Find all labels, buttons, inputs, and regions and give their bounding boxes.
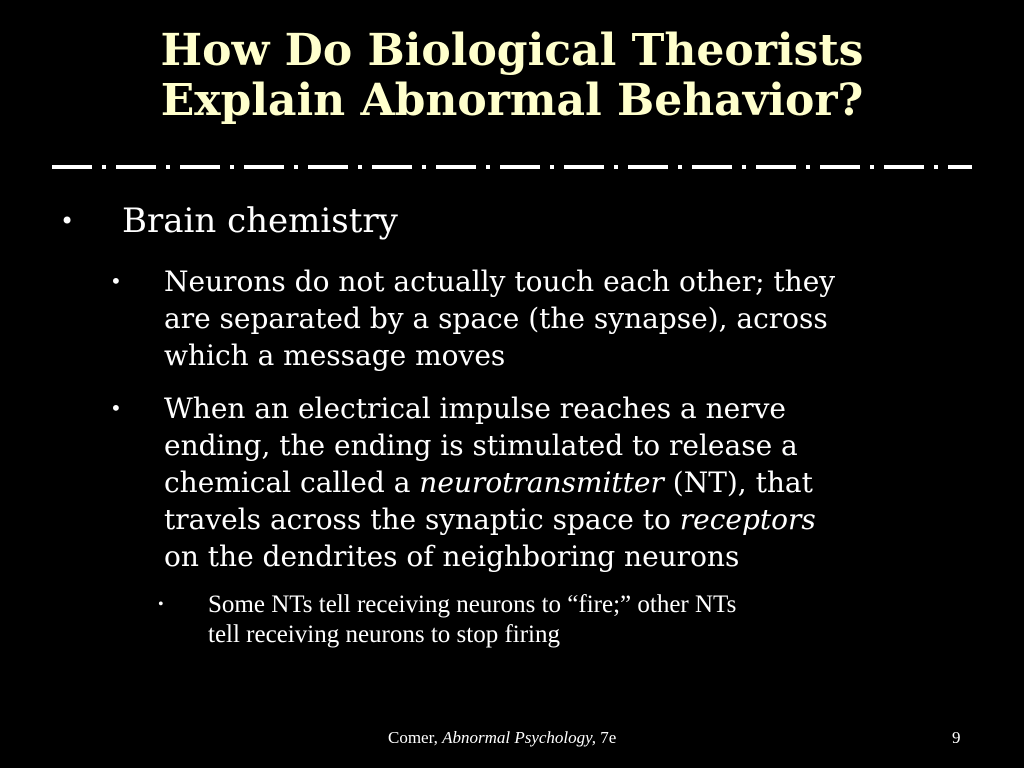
- subbullet-text: [164, 263, 964, 374]
- text-line: Some NTs tell receiving neurons to “fire;” other NTs: [208, 591, 737, 618]
- divider-dash: [628, 165, 668, 169]
- divider-dot: [422, 165, 426, 169]
- text-line: are separated by a space (the synapse), across: [164, 302, 828, 335]
- footer-book-title: Abnormal Psychology,: [442, 728, 597, 747]
- divider-dash: [372, 165, 412, 169]
- text-run: travels across the synaptic space to: [164, 503, 680, 536]
- text-run: chemical called a: [164, 466, 420, 499]
- divider-dash: [564, 165, 604, 169]
- divider-dot: [742, 165, 746, 169]
- footer-edition: 7e: [596, 728, 617, 747]
- bullet-dot-icon: •: [110, 269, 122, 293]
- text-line: When an electrical impulse reaches a nerve: [164, 392, 786, 425]
- divider-dash: [692, 165, 732, 169]
- divider-dash: [308, 165, 348, 169]
- divider-dot: [806, 165, 810, 169]
- divider-dash: [180, 165, 220, 169]
- divider-dot: [934, 165, 938, 169]
- title-divider: [52, 164, 972, 170]
- subbullet-text: [164, 390, 964, 575]
- divider-dash: [52, 165, 92, 169]
- bullet-dot-icon: •: [158, 596, 164, 613]
- divider-dash: [884, 165, 924, 169]
- subsubbullet-text: [208, 590, 928, 650]
- divider-dash: [436, 165, 476, 169]
- footer-author: Comer,: [388, 728, 443, 747]
- text-line: tell receiving neurons to stop firing: [208, 621, 561, 648]
- text-line: Neurons do not actually touch each other; they: [164, 265, 836, 298]
- divider-dash: [500, 165, 540, 169]
- divider-dot: [358, 165, 362, 169]
- text-line: ending, the ending is stimulated to release a: [164, 429, 798, 462]
- divider-dot: [102, 165, 106, 169]
- divider-dash: [116, 165, 156, 169]
- divider-dot: [678, 165, 682, 169]
- slide-title: [0, 26, 1024, 126]
- footer-citation: [388, 728, 616, 748]
- text-line: on the dendrites of neighboring neurons: [164, 540, 740, 573]
- divider-dash: [820, 165, 860, 169]
- text-line: [164, 464, 964, 501]
- text-run: (NT), that: [663, 466, 813, 499]
- divider-dash: [948, 165, 972, 169]
- slide-title-line-1: How Do Biological Theorists: [160, 25, 864, 76]
- term-receptors: receptors: [679, 503, 816, 536]
- page-number: 9: [952, 728, 961, 747]
- divider-dot: [294, 165, 298, 169]
- divider-dash: [244, 165, 284, 169]
- text-line: [164, 501, 964, 538]
- divider-dot: [614, 165, 618, 169]
- bullet-dot-icon: •: [110, 396, 122, 420]
- text-line: which a message moves: [164, 339, 506, 372]
- term-neurotransmitter: neurotransmitter: [419, 466, 664, 499]
- divider-dash: [756, 165, 796, 169]
- bullet-text: Brain chemistry: [122, 201, 398, 241]
- divider-dot: [870, 165, 874, 169]
- divider-dot: [486, 165, 490, 169]
- divider-dot: [166, 165, 170, 169]
- slide-title-line-2: Explain Abnormal Behavior?: [160, 75, 864, 126]
- bullet-dot-icon: •: [60, 207, 75, 235]
- divider-dot: [230, 165, 234, 169]
- divider-dot: [550, 165, 554, 169]
